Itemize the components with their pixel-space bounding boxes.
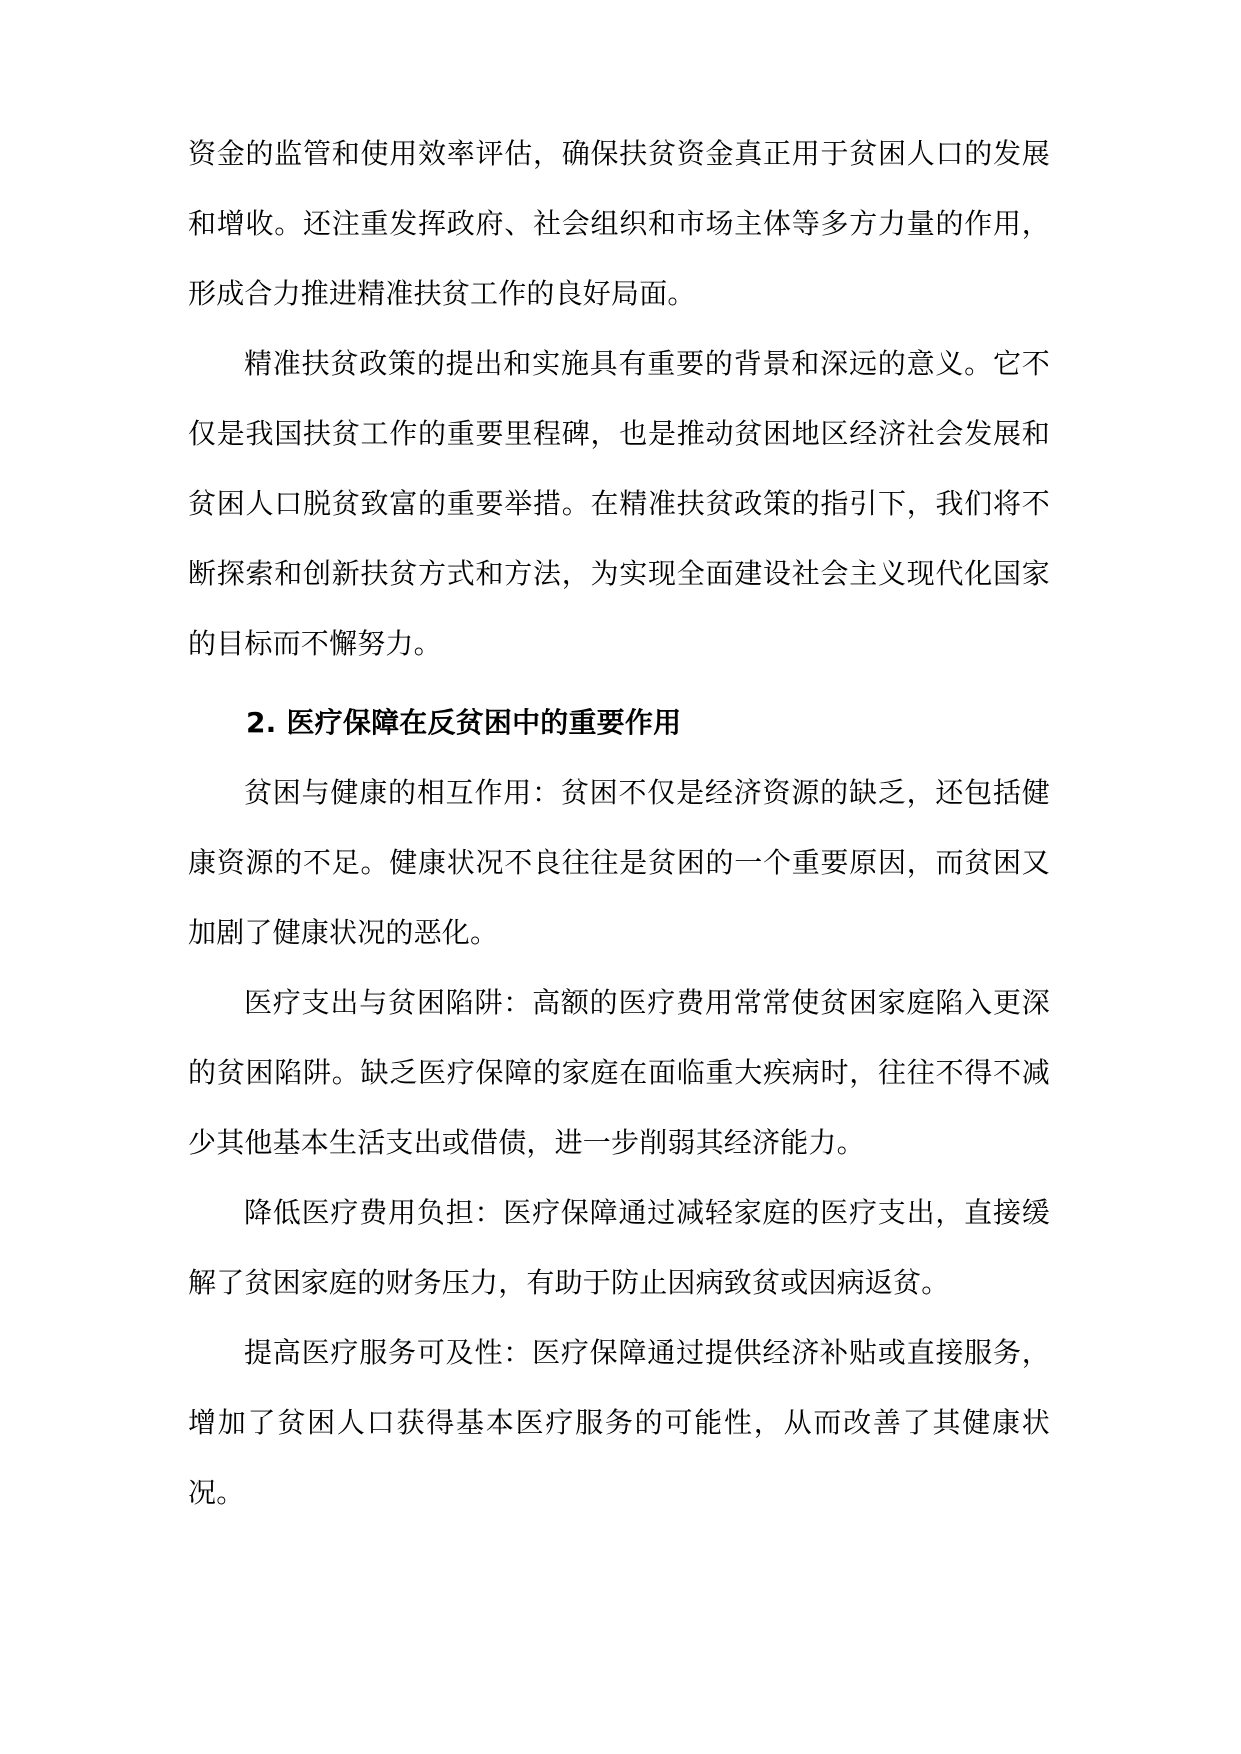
paragraph-poverty-health: 贫困与健康的相互作用：贫困不仅是经济资源的缺乏，还包括健康资源的不足。健康状况不良往往是贫困的一个重要原因，而贫困又加剧了健康状况的恶化。	[188, 776, 1050, 949]
paragraph-continuation: 资金的监管和使用效率评估，确保扶贫资金真正用于贫困人口的发展和增收。还注重发挥政府、社会组织和市场主体等多方力量的作用，形成合力推进精准扶贫工作的良好局面。	[188, 137, 1050, 310]
paragraph-significance: 精准扶贫政策的提出和实施具有重要的背景和深远的意义。它不仅是我国扶贫工作的重要里程碑，也是推动贫困地区经济社会发展和贫困人口脱贫致富的重要举措。在精准扶贫政策的指引下，我们将不断探索和创新扶贫方式和方法，为实现全面建设社会主义现代化国家的目标而不懈努力。	[188, 347, 1050, 660]
text-block-top	[188, 119, 1050, 679]
paragraph-improve-access: 提高医疗服务可及性：医疗保障通过提供经济补贴或直接服务，增加了贫困人口获得基本医疗服务的可能性，从而改善了其健康状况。	[188, 1336, 1050, 1509]
section-heading: 2. 医疗保障在反贫困中的重要作用	[246, 706, 682, 739]
paragraph-reduce-burden: 降低医疗费用负担：医疗保障通过减轻家庭的医疗支出，直接缓解了贫困家庭的财务压力，有助于防止因病致贫或因病返贫。	[188, 1196, 1050, 1299]
text-block-bottom	[188, 758, 1050, 1528]
paragraph-medical-expense-trap: 医疗支出与贫困陷阱：高额的医疗费用常常使贫困家庭陷入更深的贫困陷阱。缺乏医疗保障的家庭在面临重大疾病时，往往不得不减少其他基本生活支出或借债，进一步削弱其经济能力。	[188, 986, 1050, 1159]
